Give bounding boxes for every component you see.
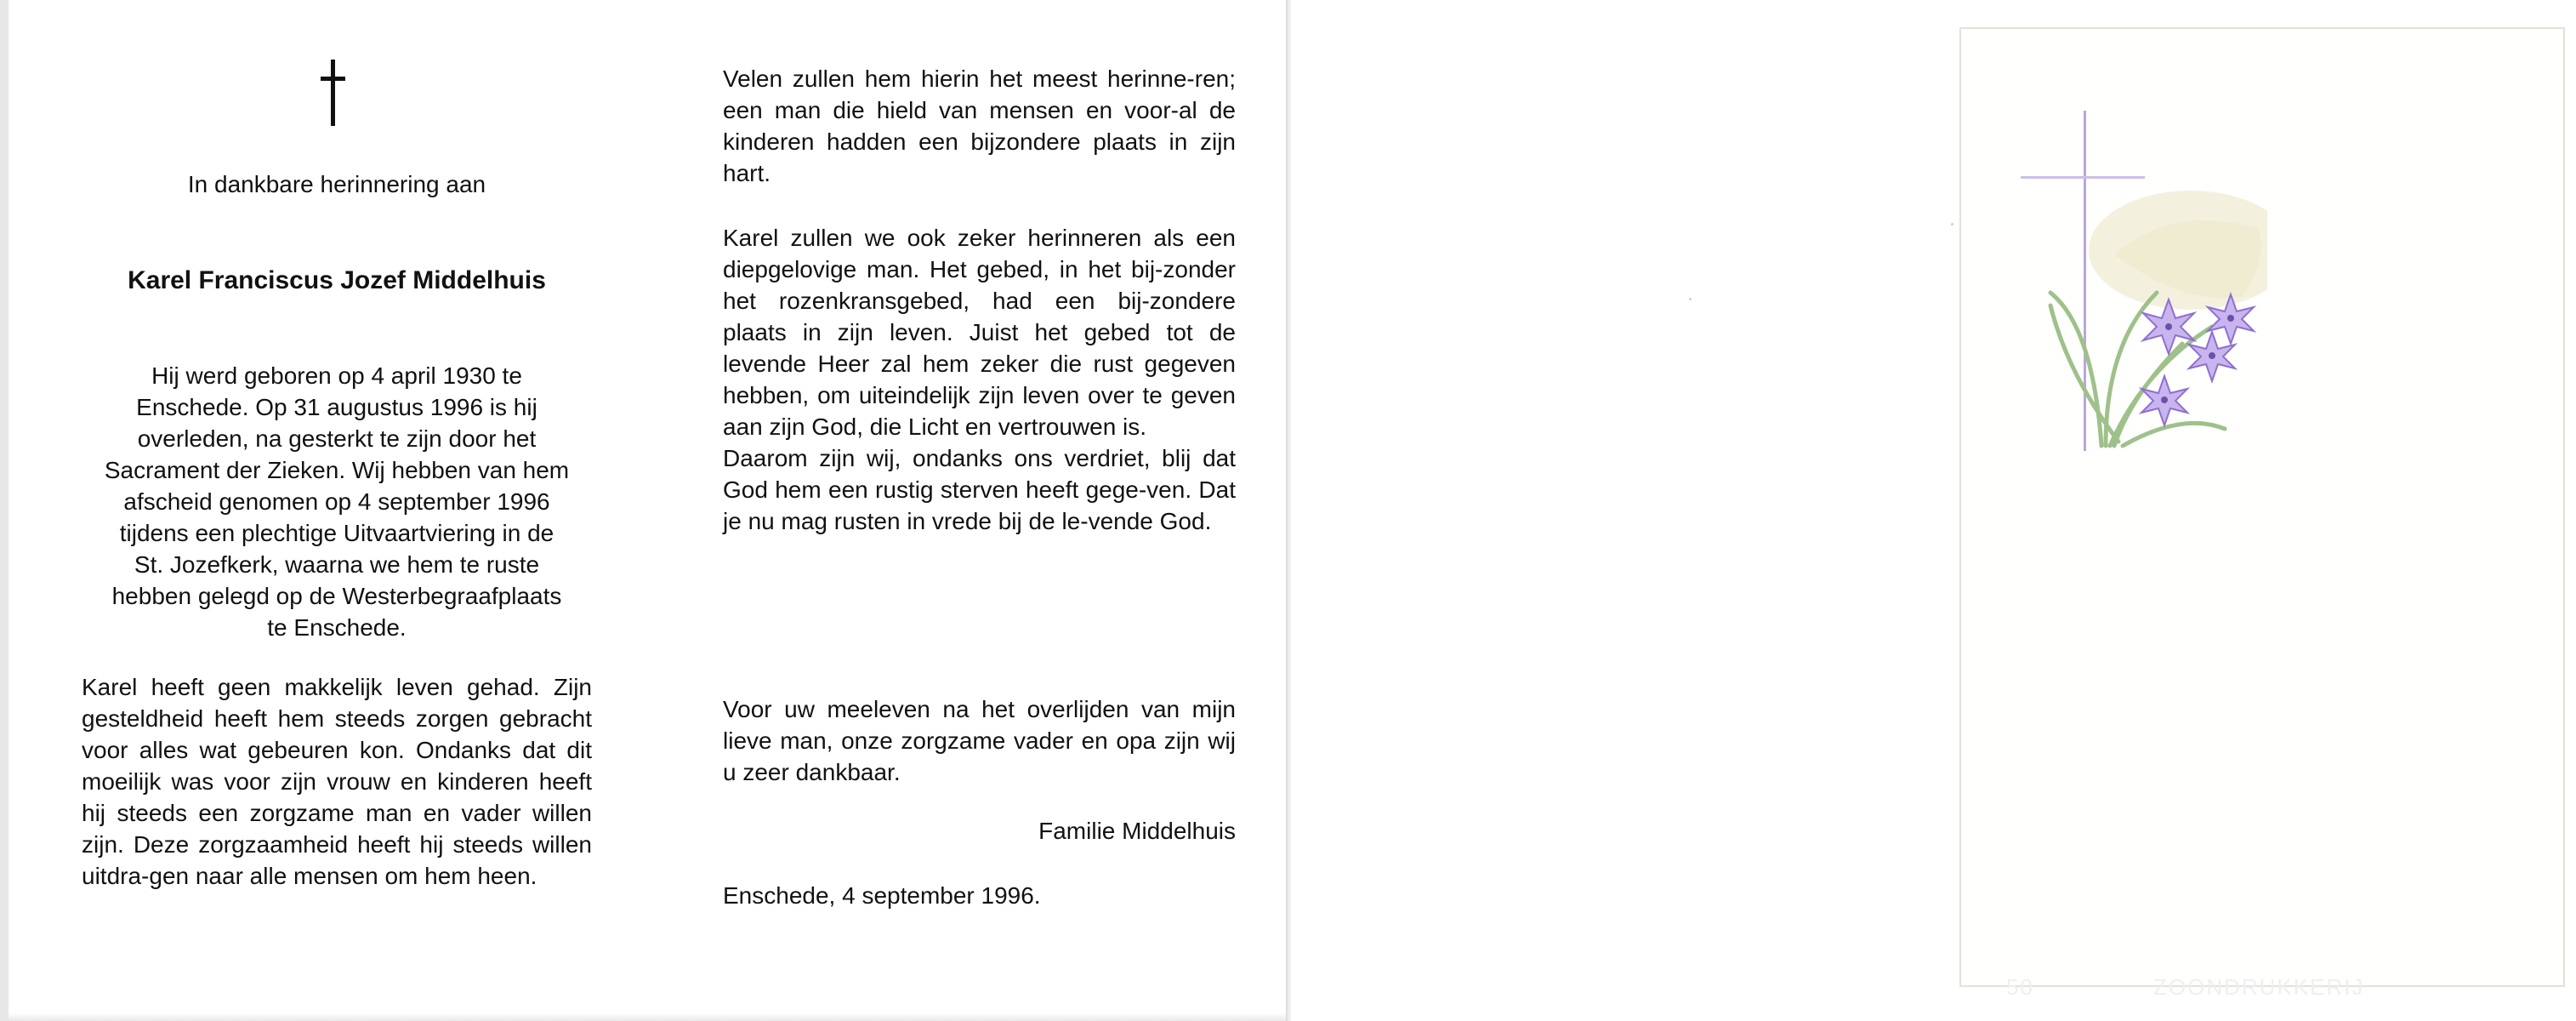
biography-line: Hij werd geboren op 4 april 1930 te — [151, 362, 522, 389]
right-page — [1291, 0, 2576, 1021]
cross-icon — [316, 60, 350, 128]
intro-text: In dankbare herinnering aan — [187, 171, 486, 197]
cross-with-lilies-icon — [1995, 71, 2267, 480]
family-signature: Familie Middelhuis — [1038, 818, 1236, 844]
faith-paragraph: Karel zullen we ook zeker herinneren als een diepgelovige man. Het gebed, in het bij-zonder het rozenkransgebed, had een bij-zondere plaats in zijn leven. Juist het gebed tot de levende Heer zal hem zeker die rust gegeven hebben, om uiteindelijk zijn leven over te geven aan zijn God, die Licht en vertrouwen is. — [723, 225, 1236, 440]
biography-paragraph — [82, 360, 592, 643]
ghost-number: 50 — [2006, 974, 2034, 1000]
paper-speck — [1951, 223, 1953, 225]
biography-line: tijdens een plechtige Uitvaartviering in de — [119, 520, 554, 546]
memory-paragraph: Velen zullen hem hierin het meest herinne-ren; een man die hield van mensen en voor-al de kinderen hadden een bijzondere plaats in zijn hart. — [723, 66, 1236, 186]
biography-line: Enschede. Op 31 augustus 1996 is hij — [136, 394, 537, 420]
thanks-paragraph: Voor uw meeleven na het overlijden van mijn lieve man, onze zorgzame vader en opa zijn wij u zeer dankbaar. — [723, 696, 1236, 785]
biography-line: St. Jozefkerk, waarna we hem te ruste — [134, 551, 540, 578]
comfort-paragraph: Daarom zijn wij, ondanks ons verdriet, blij dat God hem een rustig sterven heeft gege-ven. Dat je nu mag rusten in vrede bij de le-vende God. — [723, 445, 1236, 534]
biography-line: te Enschede. — [267, 614, 407, 641]
biography-line: Sacrament der Zieken. Wij hebben van hem — [104, 457, 570, 483]
biography-line: overleden, na gesterkt te zijn door het — [137, 425, 537, 452]
faith-block — [723, 222, 1236, 537]
life-paragraph: Karel heeft geen makkelijk leven gehad. Zijn gesteldheid heeft hem steeds zorgen gebracht voor alles wat gebeuren kon. Ondanks dat dit moeilijk was voor zijn vrouw en kinderen heeft hij steeds een zorgzame man en vader willen zijn. Deze zorgzaamheid heeft hij steeds willen uitdra-gen naar alle mensen om hem heen. — [82, 674, 592, 889]
place-and-date: Enschede, 4 september 1996. — [723, 882, 1041, 909]
memorial-card — [1959, 27, 2565, 1000]
ghost-imprint: ZOONDRUKKERIJ — [2153, 974, 2365, 1000]
biography-line: hebben gelegd op de Westerbegraafplaats — [111, 583, 562, 609]
paper-speck — [1689, 298, 1692, 300]
deceased-name: Karel Franciscus Jozef Middelhuis — [128, 266, 546, 294]
biography-line: afscheid genomen op 4 september 1996 — [123, 488, 550, 515]
